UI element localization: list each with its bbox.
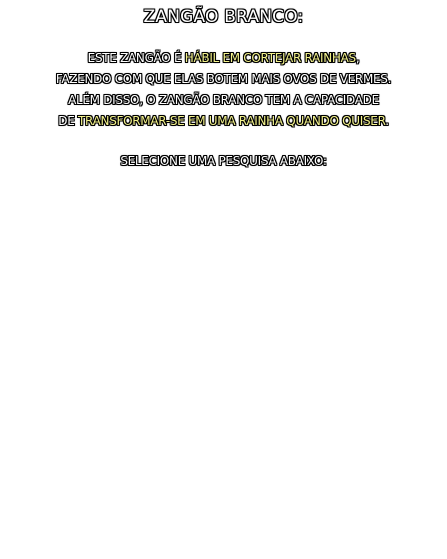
description-line-3: ALÉM DISSO, O ZANGÃO BRANCO TEM A CAPACIDADE (68, 93, 379, 107)
description-text-segment: , (355, 51, 360, 65)
select-research-prompt: SELECIONE UMA PESQUISA ABAIXO: (120, 154, 327, 168)
description-text (0, 48, 447, 132)
description-text-segment: ESTE ZANGÃO É (87, 51, 185, 65)
page-title: ZANGÃO BRANCO: (143, 7, 304, 27)
description-text-segment: DE (58, 114, 79, 128)
description-line-4 (0, 111, 447, 132)
highlight-courting-queens: HÁBIL EM CORTEJAR RAINHAS (184, 51, 356, 65)
description-text-segment: . (385, 114, 389, 128)
description-line-1 (0, 48, 447, 69)
highlight-transform-queen: TRANSFORMAR-SE EM UMA RAINHA QUANDO QUISER (78, 114, 386, 128)
description-line-2: FAZENDO COM QUE ELAS BOTEM MAIS OVOS DE VERMES. (55, 72, 392, 86)
